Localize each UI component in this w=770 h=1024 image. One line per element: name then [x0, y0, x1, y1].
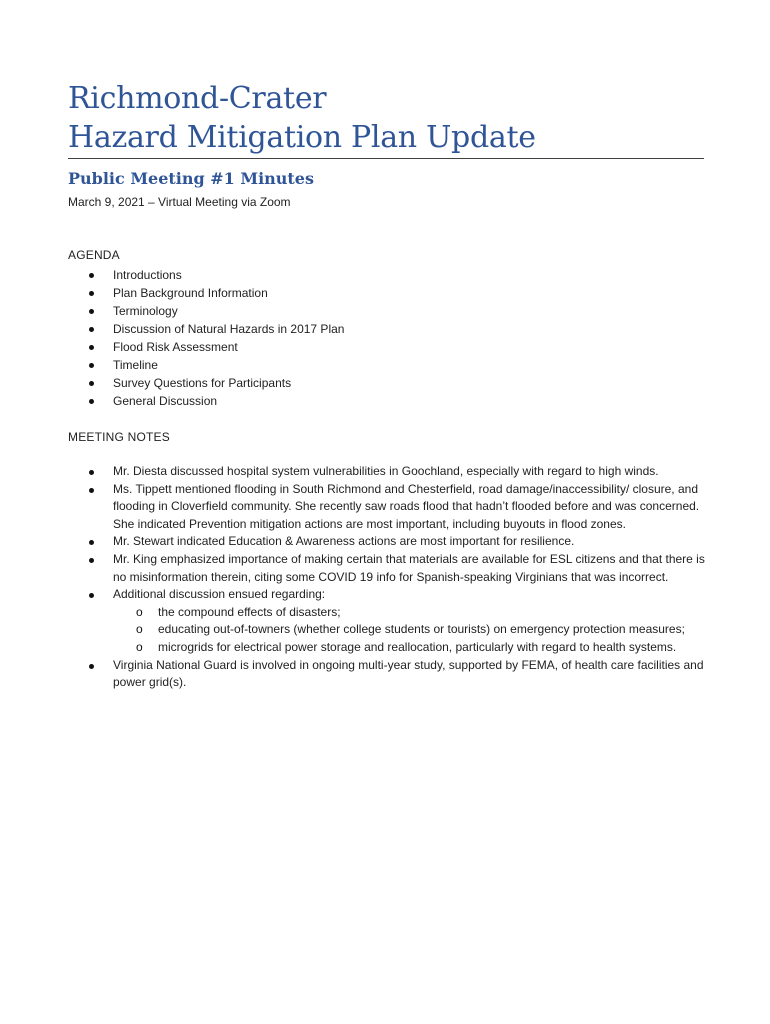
agenda-item-text: Flood Risk Assessment	[113, 340, 238, 354]
title-line-2: Hazard Mitigation Plan Update	[68, 120, 536, 155]
meeting-subtitle: Public Meeting #1 Minutes	[68, 169, 314, 188]
agenda-item-text: Introductions	[113, 268, 182, 282]
note-item	[68, 463, 708, 481]
note-item-text: Mr. Diesta discussed hospital system vulnerabilities in Goochland, especially with regard to high winds.	[113, 464, 659, 478]
discussion-sub-list	[113, 604, 708, 657]
document-title	[68, 79, 704, 159]
agenda-item-text: Timeline	[113, 358, 158, 372]
bullet-icon	[89, 309, 94, 314]
bullet-icon	[89, 345, 94, 350]
agenda-item	[68, 374, 708, 392]
note-item	[68, 551, 708, 586]
bullet-icon	[89, 399, 94, 404]
bullet-icon	[89, 593, 94, 598]
agenda-item-text: General Discussion	[113, 394, 218, 408]
agenda-list	[68, 266, 708, 410]
note-item	[68, 657, 708, 692]
agenda-item	[68, 320, 708, 338]
agenda-item	[68, 392, 708, 410]
agenda-item	[68, 266, 708, 284]
bullet-icon	[89, 488, 94, 493]
bullet-icon	[89, 291, 94, 296]
title-line-1: Richmond-Crater	[68, 81, 327, 116]
note-item-text: Mr. Stewart indicated Education & Awareness actions are most important for resilience.	[113, 534, 575, 549]
bullet-icon	[89, 558, 94, 563]
sub-list-item	[113, 604, 708, 622]
sub-list-item	[113, 639, 708, 657]
meeting-date: March 9, 2021 – Virtual Meeting via Zoom	[68, 195, 291, 209]
circle-bullet-icon: o	[136, 604, 143, 619]
agenda-item-text: Discussion of Natural Hazards in 2017 Plan	[113, 322, 345, 336]
note-item-text: Virginia National Guard is involved in ongoing multi-year study, supported by FEMA, of health care facilities and power grid(s).	[113, 657, 704, 690]
bullet-icon	[89, 540, 94, 545]
sub-list-item-text: microgrids for electrical power storage and reallocation, particularly with regard to health systems.	[158, 639, 677, 654]
sub-list-item	[113, 621, 708, 639]
bullet-icon	[89, 470, 94, 475]
sub-list-item-text: educating out-of-towners (whether college students or tourists) on emergency protection measures;	[158, 622, 685, 637]
bullet-icon	[89, 363, 94, 368]
note-item	[68, 481, 708, 534]
agenda-item-text: Survey Questions for Participants	[113, 376, 292, 390]
meeting-notes-list	[68, 463, 708, 692]
agenda-item	[68, 302, 708, 320]
bullet-icon	[89, 381, 94, 386]
agenda-item-text: Terminology	[113, 304, 178, 318]
note-item	[68, 533, 708, 551]
bullet-icon	[89, 327, 94, 332]
note-item-text: Ms. Tippett mentioned flooding in South Richmond and Chesterfield, road damage/inaccessibility/ closure, and flooding in Cloverfield community. She recently saw roads flood that hadn’t flooded before and was concerned. She indicated Prevention mitigation actions are most important, including buyouts in flood zones.	[113, 481, 700, 531]
circle-bullet-icon: o	[136, 639, 143, 654]
note-item	[68, 586, 708, 656]
agenda-item	[68, 338, 708, 356]
sub-list-item-text: the compound effects of disasters;	[158, 604, 341, 619]
note-item-text: Mr. King emphasized importance of making certain that materials are available for ESL citizens and that there is no misinformation therein, citing some COVID 19 info for Spanish-speaking Virginians that was incorrect.	[113, 551, 705, 584]
agenda-heading: AGENDA	[68, 248, 120, 262]
agenda-item	[68, 284, 708, 302]
agenda-item	[68, 356, 708, 374]
meeting-notes-heading: MEETING NOTES	[68, 430, 170, 444]
agenda-item-text: Plan Background Information	[113, 286, 268, 300]
note-item-text: Additional discussion ensued regarding:	[113, 587, 326, 602]
circle-bullet-icon: o	[136, 622, 143, 637]
bullet-icon	[89, 273, 94, 278]
bullet-icon	[89, 664, 94, 669]
